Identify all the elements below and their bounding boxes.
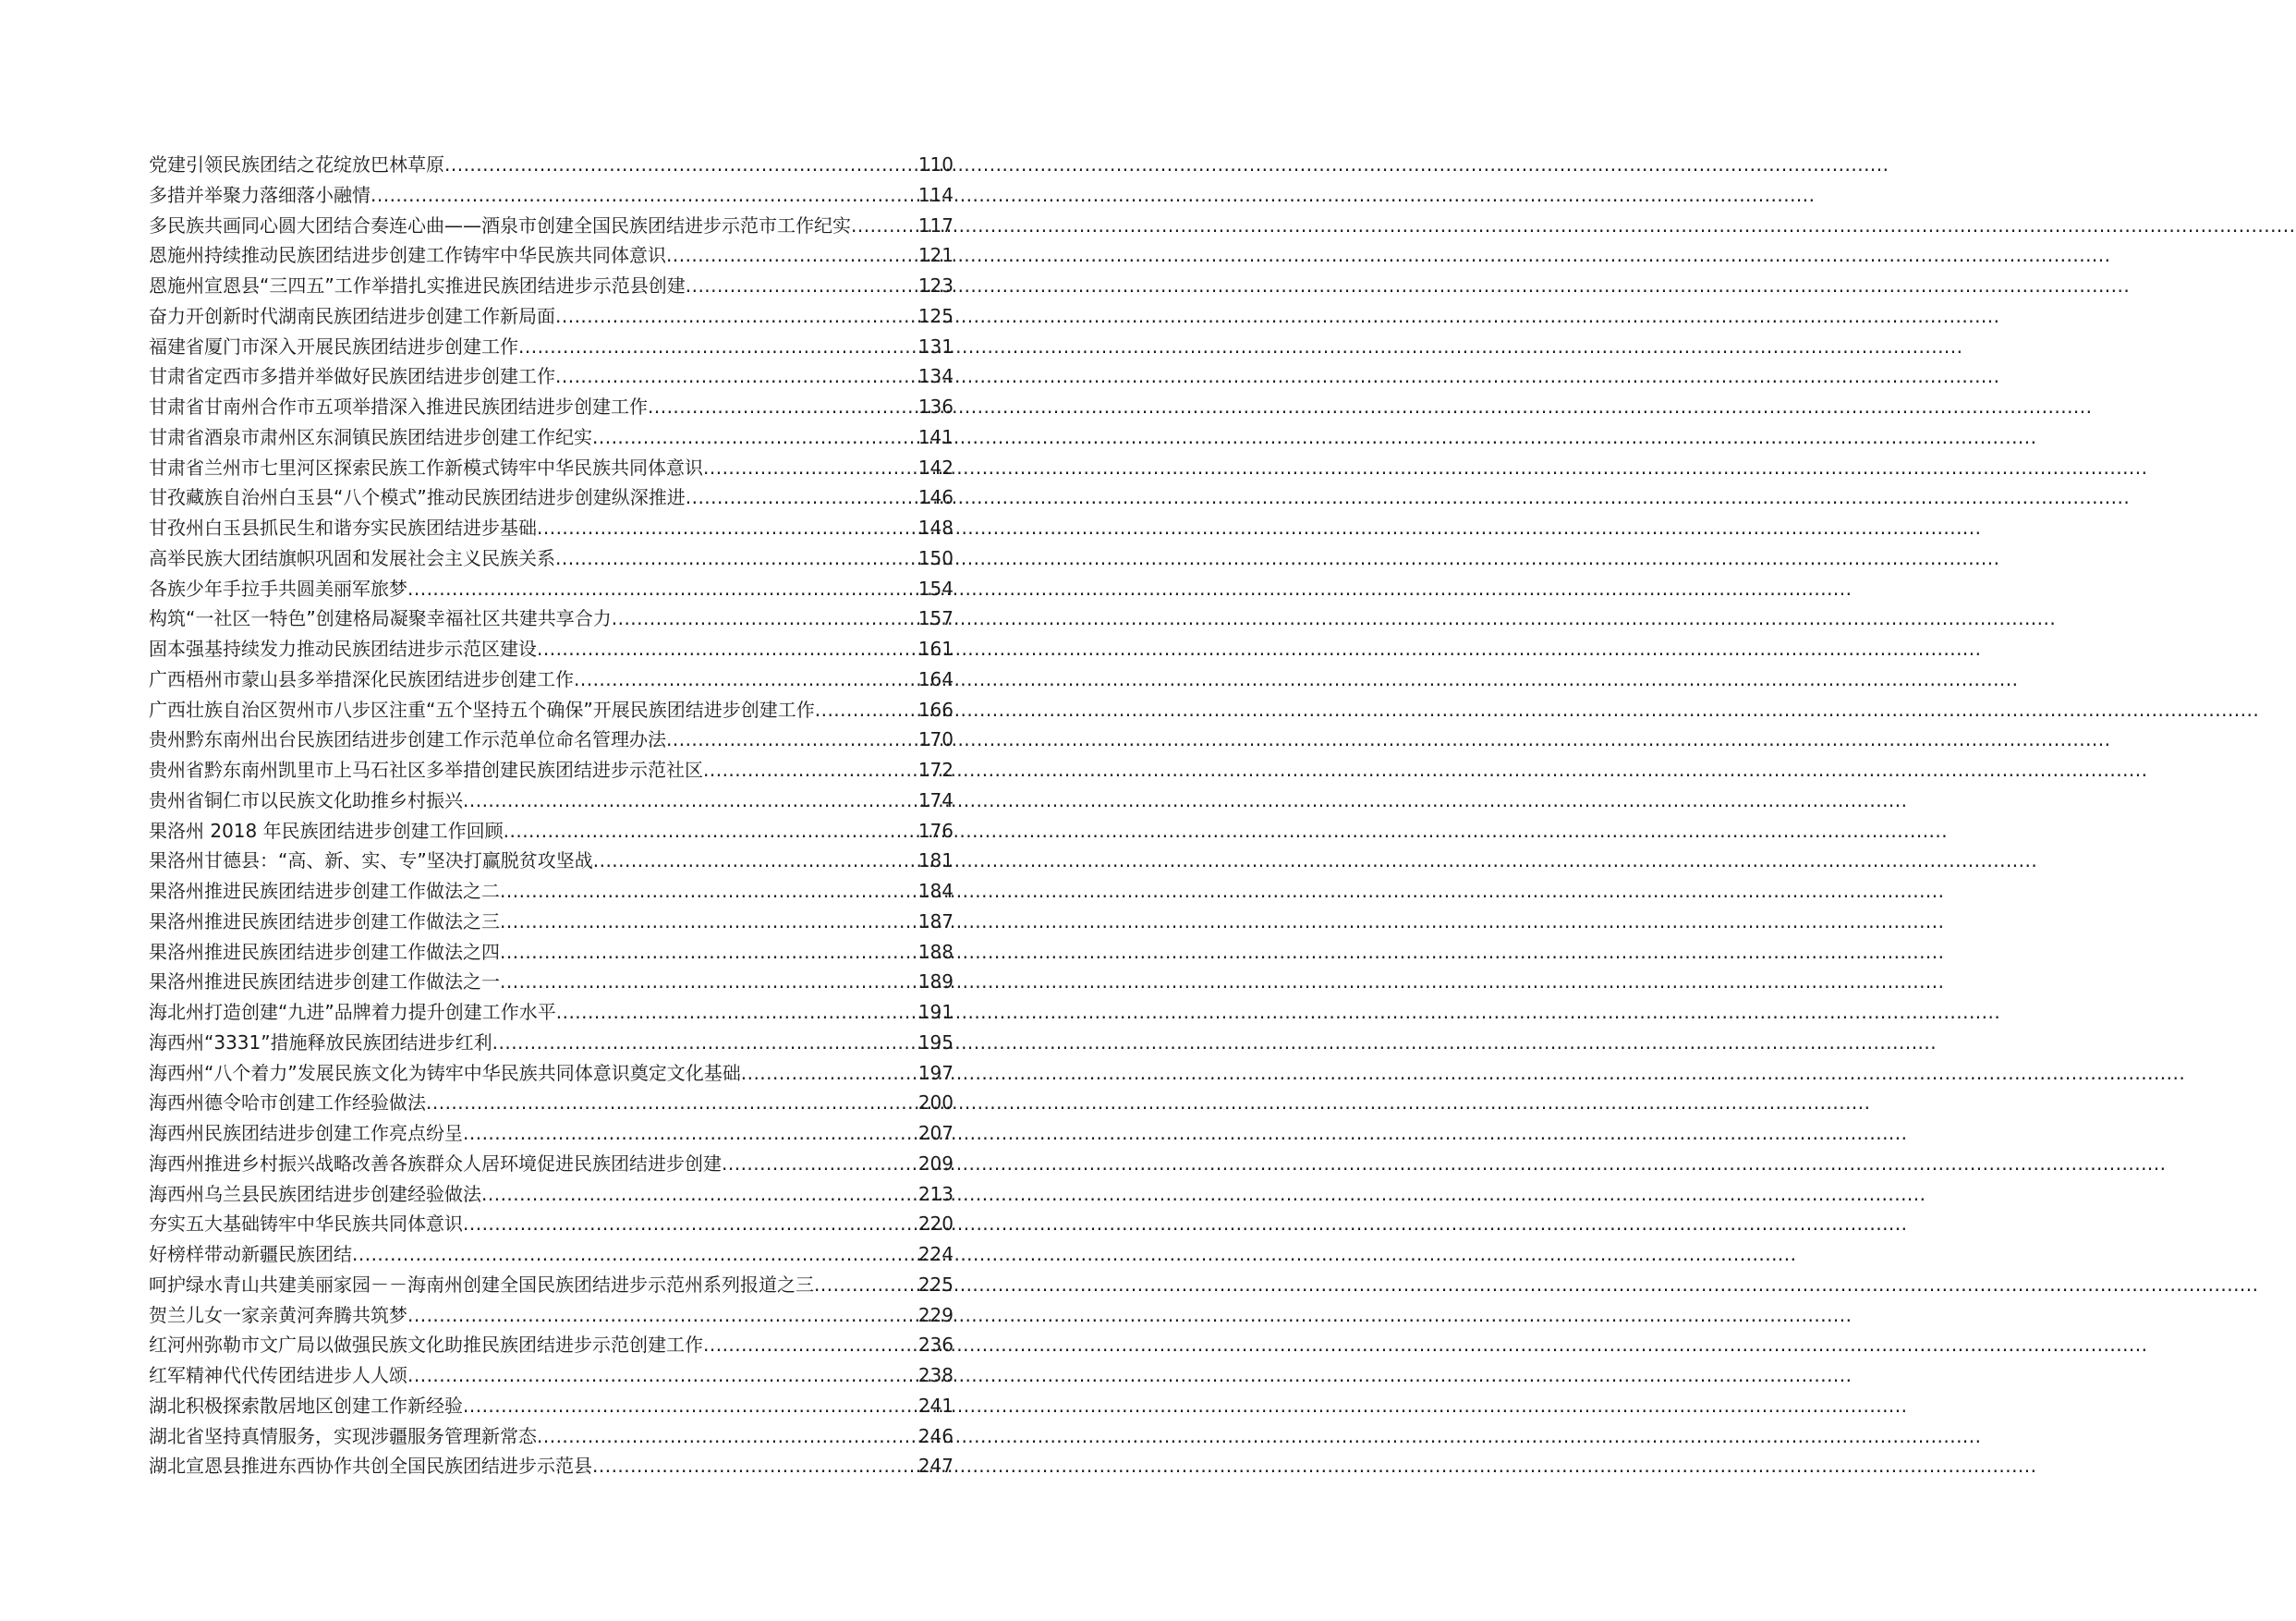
toc-dot-leader [504, 816, 918, 847]
toc-entry[interactable] [149, 937, 954, 968]
toc-entry[interactable] [149, 664, 954, 695]
toc-dot-leader [703, 755, 918, 786]
toc-entry-page-number: 166 [917, 698, 954, 721]
toc-entry-page-number: 184 [917, 880, 954, 902]
toc-entry[interactable] [149, 1028, 954, 1058]
toc-entry-page-number: 121 [917, 244, 954, 267]
toc-entry[interactable] [149, 786, 954, 816]
toc-entry-page-number: 209 [917, 1152, 954, 1175]
toc-entry[interactable] [149, 1179, 954, 1210]
toc-entry-page-number: 174 [917, 788, 954, 811]
toc-entry[interactable] [149, 1451, 954, 1481]
toc-entry[interactable] [149, 1360, 954, 1391]
toc-dot-leader [741, 1058, 918, 1089]
toc-entry-title: 贵州黔东南州出台民族团结进步创建工作示范单位命名管理办法 [149, 728, 666, 751]
toc-entry-page-number: 131 [917, 335, 954, 358]
toc-entry[interactable] [149, 846, 954, 876]
toc-entry[interactable] [149, 1330, 954, 1360]
toc-entry-page-number: 110 [917, 153, 954, 176]
toc-dot-leader [555, 361, 918, 392]
toc-entry[interactable] [149, 967, 954, 997]
toc-entry-page-number: 181 [917, 849, 954, 872]
toc-entry-title: 贵州省黔东南州凯里市上马石社区多举措创建民族团结进步示范社区 [149, 759, 703, 781]
toc-entry-page-number: 236 [917, 1334, 954, 1357]
toc-entry-page-number: 247 [917, 1455, 954, 1478]
toc-dot-leader [352, 1239, 918, 1270]
toc-entry-title: 海西州德令哈市创建工作经验做法 [149, 1091, 426, 1115]
toc-entry-title: 呵护绿水青山共建美丽家园－－海南州创建全国民族团结进步示范州系列报道之三 [149, 1273, 814, 1296]
toc-entry-title: 湖北积极探索散居地区创建工作新经验 [149, 1394, 463, 1417]
toc-entry-page-number: 187 [917, 909, 954, 932]
toc-entry-title: 奋力开创新时代湖南民族团结进步创建工作新局面 [149, 304, 555, 327]
toc-entry-title: 海西州乌兰县民族团结进步创建经验做法 [149, 1182, 481, 1205]
toc-dot-leader [555, 301, 918, 332]
toc-dot-leader [537, 1421, 918, 1452]
toc-entry-page-number: 170 [917, 728, 954, 751]
toc-entry[interactable] [149, 240, 954, 271]
toc-entry-title: 高举民族大团结旗帜巩固和发展社会主义民族关系 [149, 546, 555, 569]
toc-entry-title: 甘肃省酒泉市肃州区东洞镇民族团结进步创建工作纪实 [149, 425, 592, 448]
toc-entry-page-number: 146 [917, 486, 954, 509]
toc-dot-leader [407, 1360, 918, 1391]
toc-entry-title: 广西梧州市蒙山县多举措深化民族团结进步创建工作 [149, 667, 574, 690]
toc-dot-leader [407, 1300, 918, 1331]
toc-entry-title: 固本强基持续发力推动民族团结进步示范区建设 [149, 638, 537, 660]
toc-entry[interactable] [149, 513, 954, 543]
toc-dot-leader [463, 786, 918, 816]
toc-entry-title: 甘肃省兰州市七里河区探索民族工作新模式铸牢中华民族共同体意识 [149, 456, 703, 479]
toc-entry-title: 贵州省铜仁市以民族文化助推乡村振兴 [149, 788, 463, 811]
toc-entry[interactable] [149, 997, 954, 1028]
toc-entry-title: 海西州“八个着力”发展民族文化为铸牢中华民族共同体意识奠定文化基础 [149, 1061, 741, 1084]
toc-entry[interactable] [149, 482, 954, 513]
toc-entry-page-number: 213 [917, 1182, 954, 1205]
toc-dot-leader [612, 603, 918, 634]
toc-entry-title: 果洛州甘德县：“高、新、实、专”坚决打赢脱贫攻坚战 [149, 849, 593, 872]
toc-entry-title: 甘孜藏族自治州白玉县“八个模式”推动民族团结进步创建纵深推进 [149, 486, 686, 509]
toc-entry-title: 多措并举聚力落细落小融情 [149, 183, 371, 206]
toc-entry-title: 果洛州推进民族团结进步创建工作做法之四 [149, 940, 500, 963]
toc-entry[interactable] [149, 1058, 954, 1089]
toc-entry-page-number: 197 [917, 1061, 954, 1084]
toc-entry[interactable] [149, 1239, 954, 1270]
toc-entry-title: 甘肃省定西市多措并举做好民族团结进步创建工作 [149, 365, 555, 388]
toc-entry-title: 红河州弥勒市文广局以做强民族文化助推民族团结进步示范创建工作 [149, 1334, 703, 1357]
toc-entry-title: 各族少年手拉手共圆美丽军旅梦 [149, 577, 407, 600]
toc-entry-page-number: 188 [917, 940, 954, 963]
toc-dot-leader [371, 180, 918, 211]
toc-entry-title: 构筑“一社区一特色”创建格局凝聚幸福社区共建共享合力 [149, 607, 612, 630]
toc-entry-title: 恩施州持续推动民族团结进步创建工作铸牢中华民族共同体意识 [149, 244, 666, 267]
toc-entry[interactable] [149, 332, 954, 362]
toc-entry[interactable] [149, 876, 954, 907]
toc-entry[interactable] [149, 543, 954, 574]
toc-dot-leader [555, 543, 918, 574]
toc-entry-page-number: 161 [917, 638, 954, 660]
toc-entry[interactable] [149, 150, 954, 180]
toc-entry-page-number: 172 [917, 759, 954, 781]
toc-entry-title: 贺兰儿女一家亲黄河奔腾共筑梦 [149, 1303, 407, 1326]
toc-entry[interactable] [149, 271, 954, 301]
toc-entry[interactable] [149, 1421, 954, 1452]
toc-entry[interactable] [149, 361, 954, 392]
toc-entry-page-number: 238 [917, 1364, 954, 1386]
toc-dot-leader [686, 271, 918, 301]
toc-entry[interactable] [149, 1300, 954, 1331]
toc-dot-leader [500, 937, 918, 968]
toc-dot-leader [703, 453, 918, 483]
toc-entry[interactable] [149, 1149, 954, 1179]
toc-entry-page-number: 195 [917, 1030, 954, 1054]
toc-dot-leader [815, 695, 918, 725]
toc-entry-page-number: 134 [917, 365, 954, 388]
toc-entry-title: 恩施州宣恩县“三四五”工作举措扎实推进民族团结进步示范县创建 [149, 274, 686, 297]
toc-dot-leader [814, 1270, 918, 1300]
toc-entry-title: 好榜样带动新疆民族团结 [149, 1243, 352, 1265]
toc-dot-leader [426, 1088, 918, 1118]
table-of-contents [149, 150, 954, 1481]
toc-entry-page-number: 164 [917, 667, 954, 690]
toc-entry-page-number: 189 [917, 970, 954, 993]
toc-entry[interactable] [149, 695, 954, 725]
toc-entry-page-number: 141 [917, 425, 954, 448]
toc-entry-page-number: 125 [917, 304, 954, 327]
toc-dot-leader [556, 997, 918, 1028]
toc-entry-page-number: 136 [917, 396, 954, 418]
toc-entry-title: 夯实五大基础铸牢中华民族共同体意识 [149, 1213, 463, 1236]
toc-entry[interactable] [149, 603, 954, 634]
toc-entry[interactable] [149, 1391, 954, 1421]
toc-entry-page-number: 176 [917, 819, 954, 842]
toc-entry-title: 湖北宣恩县推进东西协作共创全国民族团结进步示范县 [149, 1455, 592, 1478]
toc-entry-page-number: 117 [917, 213, 954, 237]
toc-dot-leader [851, 211, 918, 241]
toc-dot-leader [518, 332, 918, 362]
toc-entry-title: 党建引领民族团结之花绽放巴林草原 [149, 153, 444, 176]
toc-entry[interactable] [149, 1270, 954, 1300]
toc-entry-page-number: 150 [917, 546, 954, 569]
toc-entry[interactable] [149, 634, 954, 664]
toc-dot-leader [463, 1209, 918, 1239]
toc-entry-title: 湖北省坚持真情服务，实现涉疆服务管理新常态 [149, 1424, 537, 1447]
toc-dot-leader [593, 846, 918, 876]
toc-entry-title: 果洛州 2018 年民族团结进步创建工作回顾 [149, 819, 504, 842]
toc-entry-page-number: 225 [917, 1273, 954, 1296]
toc-entry-title: 果洛州推进民族团结进步创建工作做法之二 [149, 880, 500, 902]
toc-dot-leader [703, 1330, 918, 1360]
toc-entry-title: 红军精神代代传团结进步人人颂 [149, 1364, 407, 1386]
toc-entry-title: 海西州“3331”措施释放民族团结进步红利 [149, 1030, 492, 1054]
toc-dot-leader [592, 1451, 918, 1481]
toc-entry-page-number: 220 [917, 1213, 954, 1236]
toc-entry-title: 多民族共画同心圆大团结合奏连心曲——酒泉市创建全国民族团结进步示范市工作纪实 [149, 213, 851, 237]
toc-dot-leader [592, 422, 918, 453]
toc-entry-title: 海北州打造创建“九进”品牌着力提升创建工作水平 [149, 1001, 556, 1023]
toc-entry[interactable] [149, 725, 954, 755]
toc-dot-leader [537, 513, 918, 543]
toc-entry-page-number: 114 [917, 183, 954, 206]
toc-entry-title: 果洛州推进民族团结进步创建工作做法之一 [149, 970, 500, 993]
toc-dot-leader [666, 725, 918, 755]
toc-dot-leader [648, 392, 918, 422]
toc-entry[interactable] [149, 211, 954, 241]
toc-dot-leader [574, 664, 918, 695]
toc-dot-leader [666, 240, 918, 271]
toc-entry[interactable] [149, 1118, 954, 1149]
toc-entry-page-number: 246 [917, 1424, 954, 1447]
toc-dot-leader [722, 1149, 918, 1179]
toc-dot-leader [500, 967, 918, 997]
toc-entry-title: 海西州推进乡村振兴战略改善各族群众人居环境促进民族团结进步创建 [149, 1152, 722, 1175]
toc-entry-page-number: 154 [917, 577, 954, 600]
toc-entry-page-number: 241 [917, 1394, 954, 1417]
toc-entry[interactable] [149, 574, 954, 604]
toc-entry[interactable] [149, 755, 954, 786]
toc-entry-title: 海西州民族团结进步创建工作亮点纷呈 [149, 1122, 463, 1144]
toc-dot-leader [492, 1028, 918, 1058]
toc-entry-page-number: 123 [917, 274, 954, 297]
toc-dot-leader [500, 876, 918, 907]
toc-entry[interactable] [149, 180, 954, 211]
toc-entry-title: 广西壮族自治区贺州市八步区注重“五个坚持五个确保”开展民族团结进步创建工作 [149, 698, 815, 721]
toc-entry-title: 甘肃省甘南州合作市五项举措深入推进民族团结进步创建工作 [149, 396, 648, 418]
toc-dot-leader [481, 1179, 918, 1210]
toc-dot-leader [463, 1391, 918, 1421]
toc-entry-title: 果洛州推进民族团结进步创建工作做法之三 [149, 909, 500, 932]
toc-entry-page-number: 229 [917, 1303, 954, 1326]
toc-entry-title: 福建省厦门市深入开展民族团结进步创建工作 [149, 335, 518, 358]
toc-entry[interactable] [149, 816, 954, 847]
toc-entry-page-number: 157 [917, 607, 954, 630]
toc-dot-leader [537, 634, 918, 664]
toc-entry-page-number: 224 [917, 1243, 954, 1265]
toc-entry[interactable] [149, 301, 954, 332]
toc-dot-leader [686, 482, 918, 513]
toc-entry[interactable] [149, 392, 954, 422]
toc-dot-leader [407, 574, 918, 604]
toc-entry[interactable] [149, 422, 954, 453]
toc-entry[interactable] [149, 907, 954, 937]
toc-dot-leader [444, 150, 918, 180]
toc-entry-page-number: 191 [917, 1001, 954, 1023]
toc-dot-leader [463, 1118, 918, 1149]
toc-dot-leader [500, 907, 918, 937]
toc-entry-page-number: 200 [917, 1091, 954, 1115]
toc-entry[interactable] [149, 1088, 954, 1118]
toc-entry[interactable] [149, 1209, 954, 1239]
toc-entry-page-number: 207 [917, 1122, 954, 1144]
toc-entry-title: 甘孜州白玉县抓民生和谐夯实民族团结进步基础 [149, 517, 537, 539]
toc-entry-page-number: 142 [917, 456, 954, 479]
toc-entry[interactable] [149, 453, 954, 483]
toc-entry-page-number: 148 [917, 517, 954, 539]
